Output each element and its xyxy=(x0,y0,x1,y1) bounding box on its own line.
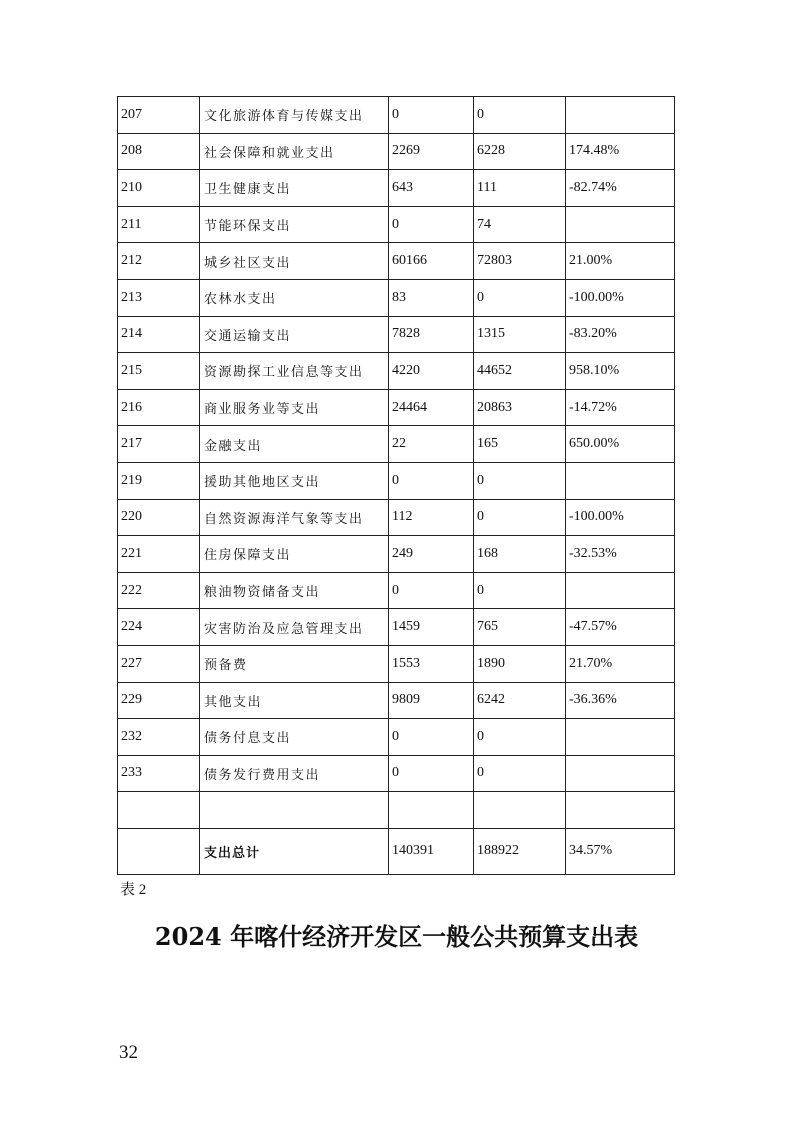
prev-amount: 60166 xyxy=(389,243,474,280)
table-row xyxy=(118,536,675,573)
table-row xyxy=(118,426,675,463)
item-name: 粮油物资储备支出 xyxy=(200,572,389,609)
item-name: 农林水支出 xyxy=(200,279,389,316)
curr-amount: 0 xyxy=(474,279,566,316)
prev-amount: 1459 xyxy=(389,609,474,646)
empty-cell xyxy=(566,792,675,829)
curr-amount: 0 xyxy=(474,499,566,536)
curr-amount: 0 xyxy=(474,719,566,756)
table-row xyxy=(118,279,675,316)
table-row xyxy=(118,755,675,792)
change-percent: -32.53% xyxy=(566,536,675,573)
empty-cell xyxy=(474,792,566,829)
item-code: 227 xyxy=(118,645,200,682)
item-code: 213 xyxy=(118,279,200,316)
prev-amount: 4220 xyxy=(389,353,474,390)
table-row xyxy=(118,645,675,682)
prev-amount: 0 xyxy=(389,462,474,499)
curr-amount: 1890 xyxy=(474,645,566,682)
change-percent: 21.70% xyxy=(566,645,675,682)
table-row xyxy=(118,206,675,243)
table-row xyxy=(118,572,675,609)
curr-amount: 44652 xyxy=(474,353,566,390)
curr-amount: 165 xyxy=(474,426,566,463)
page-number: 32 xyxy=(119,1042,138,1063)
table-row xyxy=(118,609,675,646)
page-title: 2024 年喀什经济开发区一般公共预算支出表 xyxy=(154,922,639,951)
item-code: 224 xyxy=(118,609,200,646)
item-name: 商业服务业等支出 xyxy=(200,389,389,426)
item-name: 卫生健康支出 xyxy=(200,170,389,207)
prev-amount: 0 xyxy=(389,719,474,756)
prev-amount: 2269 xyxy=(389,133,474,170)
item-code: 232 xyxy=(118,719,200,756)
item-code: 215 xyxy=(118,353,200,390)
curr-amount: 74 xyxy=(474,206,566,243)
change-percent xyxy=(566,97,675,134)
item-code: 221 xyxy=(118,536,200,573)
change-percent xyxy=(566,755,675,792)
change-percent xyxy=(566,719,675,756)
table-row xyxy=(118,499,675,536)
item-code: 233 xyxy=(118,755,200,792)
prev-amount: 249 xyxy=(389,536,474,573)
change-percent xyxy=(566,206,675,243)
curr-amount: 6242 xyxy=(474,682,566,719)
change-percent: -100.00% xyxy=(566,279,675,316)
curr-amount: 0 xyxy=(474,755,566,792)
empty-row xyxy=(118,792,675,829)
item-code: 216 xyxy=(118,389,200,426)
curr-amount: 765 xyxy=(474,609,566,646)
total-change-percent: 34.57% xyxy=(566,828,675,874)
item-name: 金融支出 xyxy=(200,426,389,463)
table-row xyxy=(118,682,675,719)
prev-amount: 112 xyxy=(389,499,474,536)
item-name: 资源勘探工业信息等支出 xyxy=(200,353,389,390)
item-name: 灾害防治及应急管理支出 xyxy=(200,609,389,646)
item-name: 文化旅游体育与传媒支出 xyxy=(200,97,389,134)
curr-amount: 72803 xyxy=(474,243,566,280)
prev-amount: 9809 xyxy=(389,682,474,719)
change-percent: 174.48% xyxy=(566,133,675,170)
table-row xyxy=(118,389,675,426)
curr-amount: 0 xyxy=(474,97,566,134)
total-row xyxy=(118,828,675,874)
item-name: 城乡社区支出 xyxy=(200,243,389,280)
curr-amount: 111 xyxy=(474,170,566,207)
item-code: 217 xyxy=(118,426,200,463)
change-percent: 650.00% xyxy=(566,426,675,463)
change-percent: -100.00% xyxy=(566,499,675,536)
item-code: 229 xyxy=(118,682,200,719)
prev-amount: 22 xyxy=(389,426,474,463)
change-percent: -36.36% xyxy=(566,682,675,719)
prev-amount: 0 xyxy=(389,572,474,609)
item-code: 210 xyxy=(118,170,200,207)
table-row xyxy=(118,243,675,280)
prev-amount: 0 xyxy=(389,755,474,792)
item-code: 212 xyxy=(118,243,200,280)
curr-amount: 20863 xyxy=(474,389,566,426)
total-prev-amount: 140391 xyxy=(389,828,474,874)
item-name: 预备费 xyxy=(200,645,389,682)
item-code: 208 xyxy=(118,133,200,170)
change-percent: -82.74% xyxy=(566,170,675,207)
table-row xyxy=(118,316,675,353)
prev-amount: 0 xyxy=(389,97,474,134)
item-code: 207 xyxy=(118,97,200,134)
budget-expenditure-table xyxy=(117,96,675,875)
curr-amount: 0 xyxy=(474,572,566,609)
change-percent: -14.72% xyxy=(566,389,675,426)
change-percent: 21.00% xyxy=(566,243,675,280)
table-label: 表 2 xyxy=(120,882,147,898)
table-row xyxy=(118,719,675,756)
table-row xyxy=(118,353,675,390)
item-code: 222 xyxy=(118,572,200,609)
change-percent xyxy=(566,572,675,609)
prev-amount: 83 xyxy=(389,279,474,316)
curr-amount: 0 xyxy=(474,462,566,499)
table-row xyxy=(118,133,675,170)
item-name: 住房保障支出 xyxy=(200,536,389,573)
table-row xyxy=(118,462,675,499)
total-label: 支出总计 xyxy=(200,828,389,874)
item-name: 其他支出 xyxy=(200,682,389,719)
curr-amount: 6228 xyxy=(474,133,566,170)
item-code: 219 xyxy=(118,462,200,499)
change-percent: -83.20% xyxy=(566,316,675,353)
item-name: 交通运输支出 xyxy=(200,316,389,353)
item-code: 214 xyxy=(118,316,200,353)
item-name: 援助其他地区支出 xyxy=(200,462,389,499)
item-name: 节能环保支出 xyxy=(200,206,389,243)
change-percent: 958.10% xyxy=(566,353,675,390)
item-name: 社会保障和就业支出 xyxy=(200,133,389,170)
prev-amount: 1553 xyxy=(389,645,474,682)
table-row xyxy=(118,170,675,207)
change-percent: -47.57% xyxy=(566,609,675,646)
item-name: 债务发行费用支出 xyxy=(200,755,389,792)
empty-cell xyxy=(200,792,389,829)
empty-cell xyxy=(389,792,474,829)
prev-amount: 0 xyxy=(389,206,474,243)
change-percent xyxy=(566,462,675,499)
prev-amount: 7828 xyxy=(389,316,474,353)
empty-cell xyxy=(118,792,200,829)
prev-amount: 643 xyxy=(389,170,474,207)
item-code: 211 xyxy=(118,206,200,243)
curr-amount: 168 xyxy=(474,536,566,573)
curr-amount: 1315 xyxy=(474,316,566,353)
total-code xyxy=(118,828,200,874)
item-code: 220 xyxy=(118,499,200,536)
total-curr-amount: 188922 xyxy=(474,828,566,874)
table-row xyxy=(118,97,675,134)
item-name: 债务付息支出 xyxy=(200,719,389,756)
item-name: 自然资源海洋气象等支出 xyxy=(200,499,389,536)
prev-amount: 24464 xyxy=(389,389,474,426)
